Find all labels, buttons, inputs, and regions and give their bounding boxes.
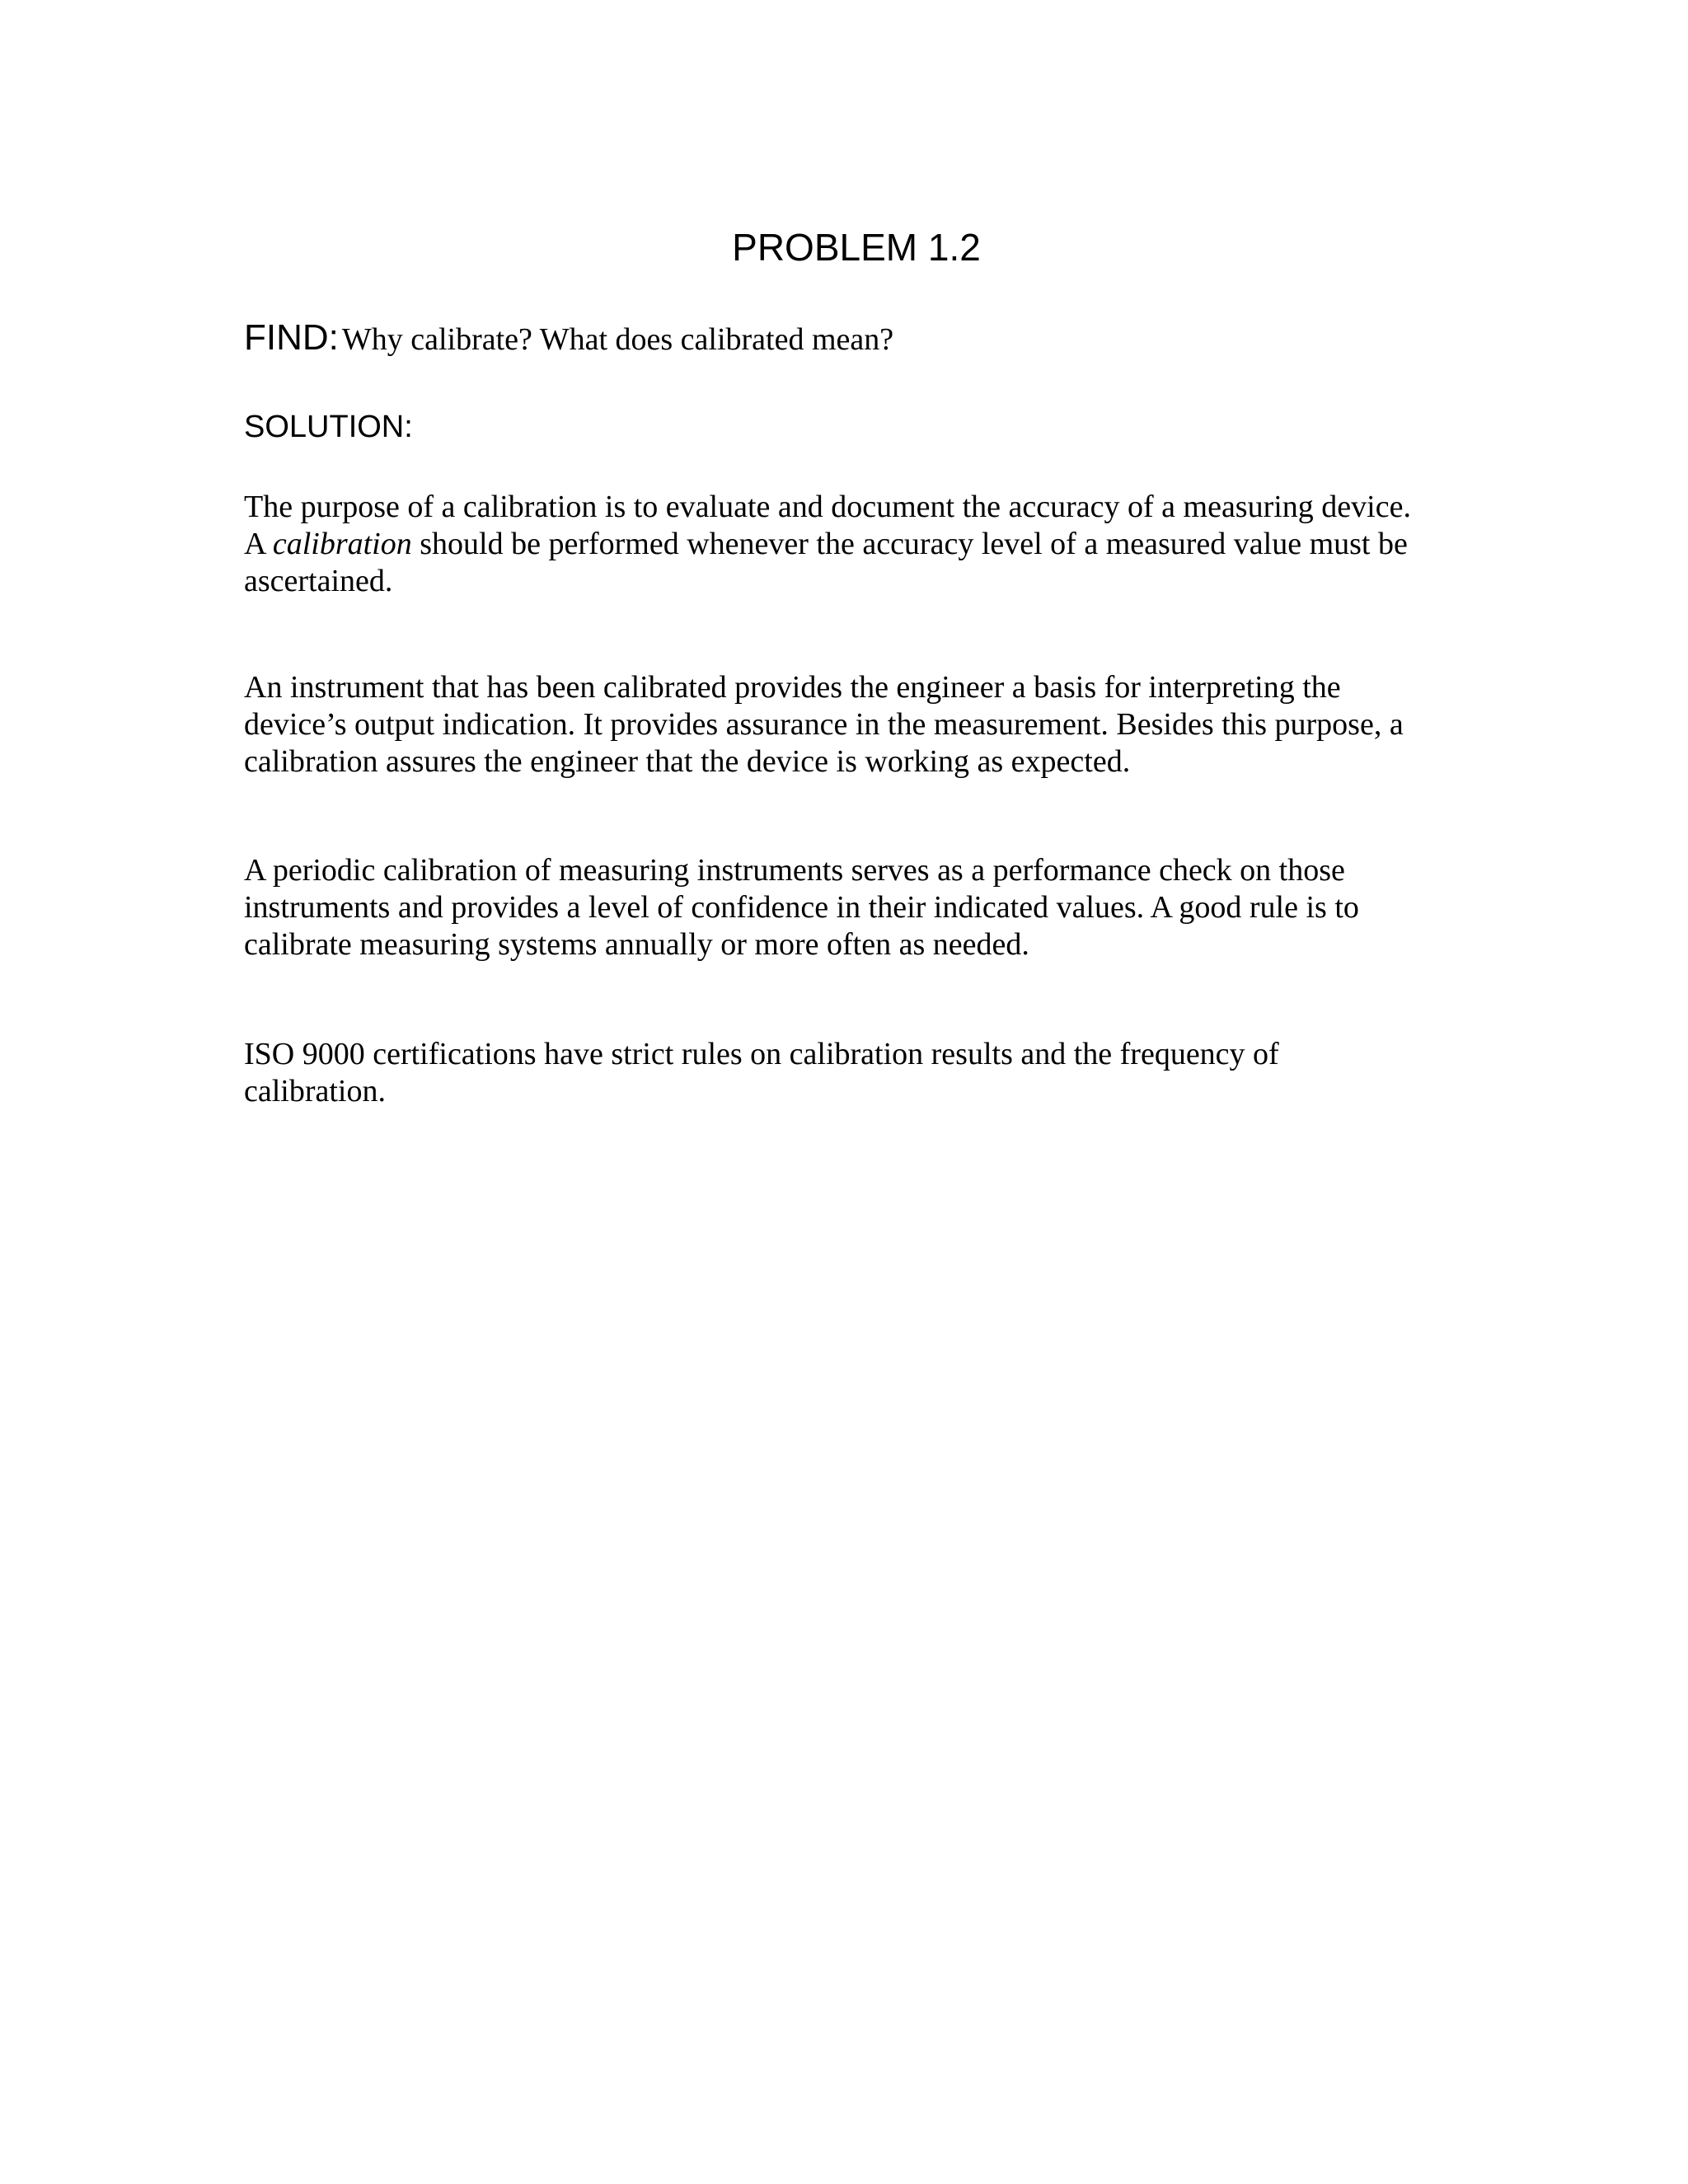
paragraph-line: The purpose of a calibration is to evaluate and document the accuracy of a measuring device. bbox=[244, 490, 1411, 524]
paragraph-line: instruments and provides a level of confidence in their indicated values. A good rule is to bbox=[244, 890, 1359, 925]
find-question: Why calibrate? What does calibrated mean? bbox=[341, 322, 894, 357]
paragraph-line bbox=[244, 526, 1497, 563]
paragraph-line: device’s output indication. It provides assurance in the measurement. Besides this purpose, a bbox=[244, 707, 1404, 742]
paragraph-line: A periodic calibration of measuring instruments serves as a performance check on those bbox=[244, 853, 1345, 888]
line-text: A bbox=[244, 527, 273, 561]
paragraph-line: ascertained. bbox=[244, 564, 393, 598]
paragraph-line: ISO 9000 certifications have strict rules on calibration results and the frequency of bbox=[244, 1037, 1279, 1071]
find-label: FIND: bbox=[244, 317, 339, 358]
paragraph-line: calibrate measuring systems annually or more often as needed. bbox=[244, 927, 1029, 962]
find-statement bbox=[244, 317, 893, 359]
line-text: should be performed whenever the accuracy level of a measured value must be bbox=[411, 527, 1408, 561]
solution-heading: SOLUTION: bbox=[244, 410, 413, 444]
paragraph-line: calibration. bbox=[244, 1074, 386, 1108]
solution-paragraph-2 bbox=[244, 669, 1497, 780]
paragraph-line: An instrument that has been calibrated provides the engineer a basis for interpreting the bbox=[244, 670, 1341, 705]
solution-paragraph-4 bbox=[244, 1036, 1497, 1110]
italic-term: calibration bbox=[272, 527, 412, 561]
solution-paragraph-1 bbox=[244, 489, 1497, 600]
solution-paragraph-3 bbox=[244, 852, 1497, 963]
problem-title: PROBLEM 1.2 bbox=[732, 226, 981, 269]
paragraph-line: calibration assures the engineer that the device is working as expected. bbox=[244, 744, 1131, 779]
